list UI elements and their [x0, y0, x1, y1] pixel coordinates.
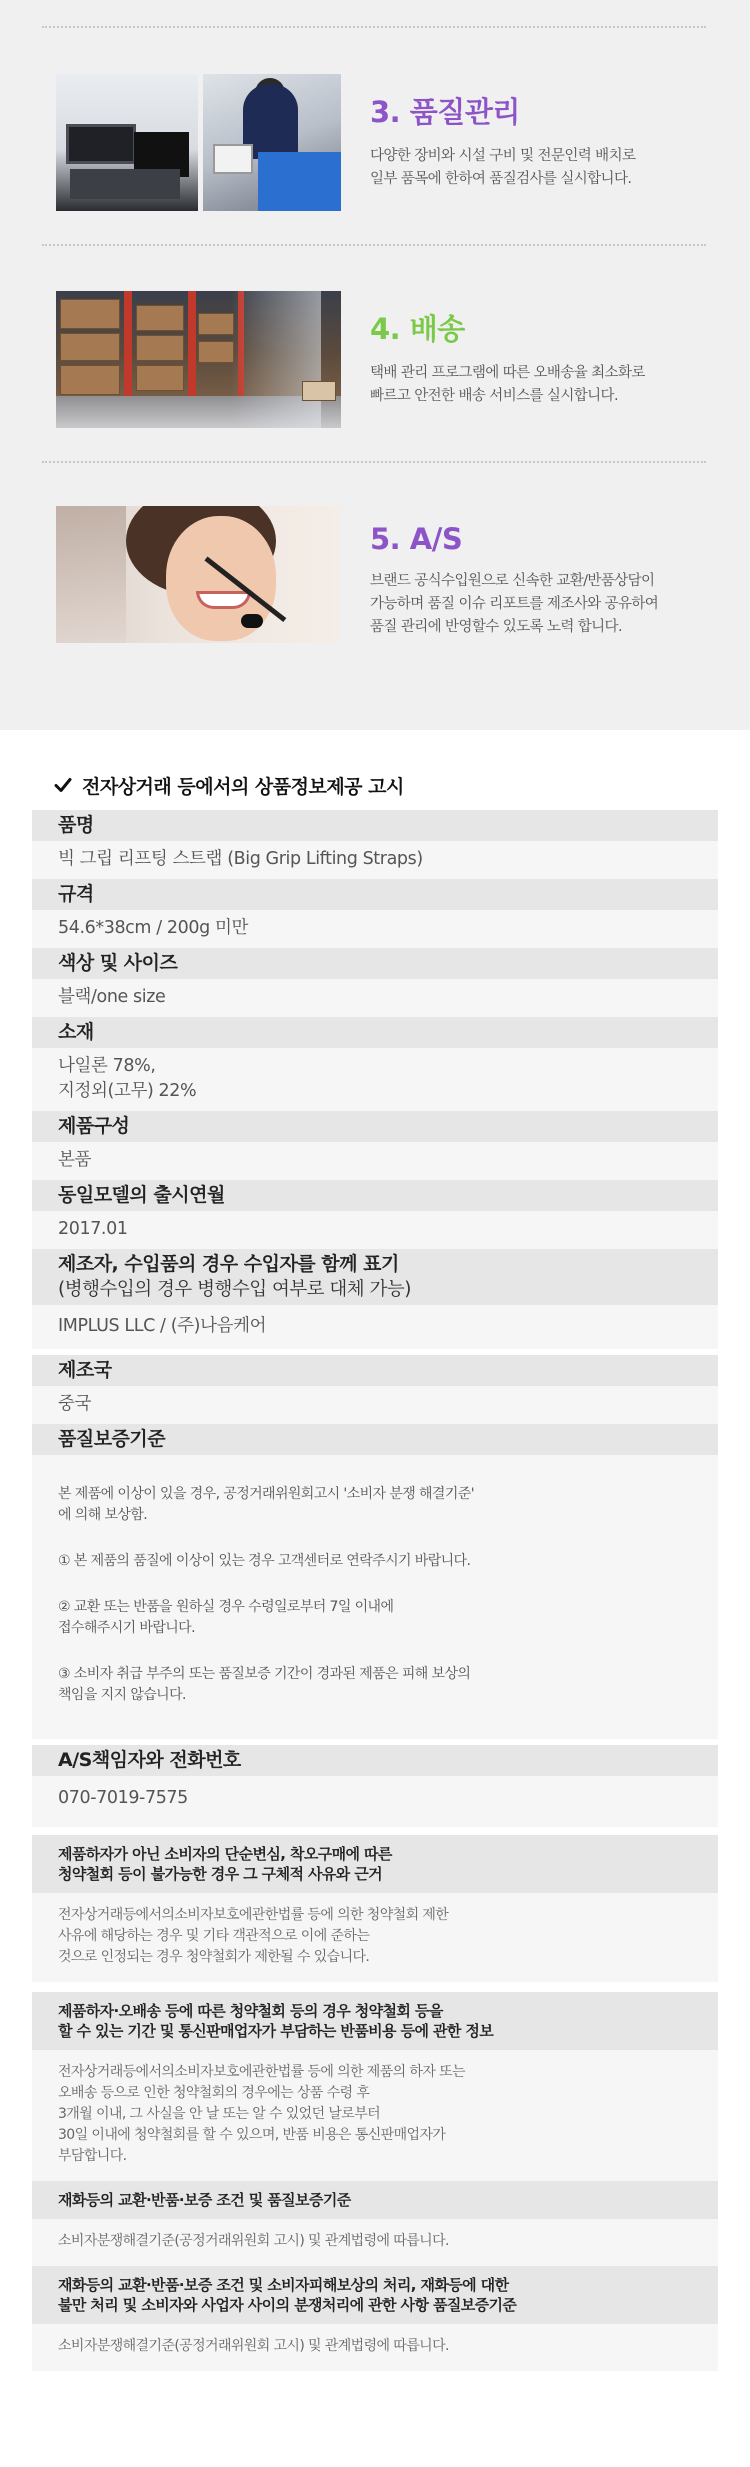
row-label-product-name: 품명	[32, 810, 718, 841]
notice-title	[32, 760, 718, 810]
row-label-material: 소재	[32, 1017, 718, 1048]
manufacturer-label: 제조자, 수입품의 경우 수입자를 함께 표기	[58, 1253, 399, 1275]
policy-heading: 재화등의 교환·반품·보증 조건 및 소비자피해보상의 처리, 재화등에 대한 불만 처리 및 소비자와 사업자 사이의 분쟁처리에 관한 사항 품질보증기준	[32, 2266, 718, 2324]
policy-heading: 제품하자·오배송 등에 따른 청약철회 등의 경우 청약철회 등을 할 수 있는 기간 및 통신판매업자가 부담하는 반품비용 등에 관한 정보	[32, 1992, 718, 2050]
check-icon	[54, 776, 72, 794]
quality-line: ③ 소비자 취급 부주의 또는 품질보증 기간이 경과된 제품은 피해 보상의 책임을 지지 않습니다.	[58, 1666, 471, 1703]
row-label-quality: 품질보증기준	[32, 1424, 718, 1455]
row-label-spec: 규격	[32, 879, 718, 910]
call-center-photo	[56, 506, 341, 643]
policy-body: 소비자분쟁해결기준(공정거래위원회 고시) 및 관계법령에 따릅니다.	[32, 2219, 718, 2266]
policy-body: 전자상거래등에서의소비자보호에관한법률 등에 의한 제품의 하자 또는 오배송 등으로 인한 청약철회의 경우에는 상품 수령 후 3개월 이내, 그 사실을 안 날 또는 알 수 있었던 날로부터 30일 이내에 청약철회를 할 수 있으며, 반품 비용은 통신판매업자가 부담합니다.	[32, 2050, 718, 2181]
row-value-as: 070-7019-7575	[32, 1776, 718, 1827]
step-description: 브랜드 공식수입원으로 신속한 교환/반품상담이 가능하며 품질 이슈 리포트를 제조사와 공유하여 품질 관리에 반영할수 있도록 노력 합니다.	[370, 573, 659, 635]
step-title: 3. 품질관리	[370, 95, 520, 129]
row-label-manufacturer	[32, 1249, 718, 1305]
quality-line: 본 제품에 이상이 있을 경우, 공정거래위원회고시 '소비자 분쟁 해결기준' 에 의해 보상함.	[58, 1486, 474, 1523]
row-label-color-size: 색상 및 사이즈	[32, 948, 718, 979]
policy-heading: 재화등의 교환·반품·보증 조건 및 품질보증기준	[32, 2181, 718, 2219]
quality-line: ① 본 제품의 품질에 이상이 있는 경우 고객센터로 연락주시기 바랍니다.	[58, 1553, 471, 1569]
row-value-country: 중국	[32, 1386, 718, 1424]
manufacturer-sublabel: (병행수입의 경우 병행수입 여부로 대체 가능)	[58, 1279, 412, 1300]
warehouse-photo	[56, 291, 341, 428]
notice-title-text: 전자상거래 등에서의 상품정보제공 고시	[82, 775, 404, 798]
row-label-release-date: 동일모델의 출시연월	[32, 1180, 718, 1211]
row-value-material: 나일론 78%, 지정외(고무) 22%	[32, 1048, 718, 1111]
row-value-release-date: 2017.01	[32, 1211, 718, 1249]
step-title: 4. 배송	[370, 312, 465, 346]
policy-body: 전자상거래등에서의소비자보호에관한법률 등에 의한 청약철회 제한 사유에 해당하는 경우 및 기타 객관적으로 이에 준하는 것으로 인정되는 경우 청약철회가 제한될 수 있습니다.	[32, 1893, 718, 1982]
step-description: 다양한 장비와 시설 구비 및 전문인력 배치로 일부 품목에 한하여 품질검사를 실시합니다.	[370, 148, 636, 187]
row-value-components: 본품	[32, 1142, 718, 1180]
row-value-quality	[32, 1455, 718, 1739]
row-label-country: 제조국	[32, 1355, 718, 1386]
policy-body: 소비자분쟁해결기준(공정거래위원회 고시) 및 관계법령에 따릅니다.	[32, 2324, 718, 2371]
row-label-components: 제품구성	[32, 1111, 718, 1142]
divider	[42, 26, 706, 28]
step-quality-control	[56, 74, 706, 214]
divider	[42, 461, 706, 463]
step-description: 택배 관리 프로그램에 따른 오배송율 최소화로 빠르고 안전한 배송 서비스를 실시합니다.	[370, 365, 645, 404]
quality-line: ② 교환 또는 반품을 원하실 경우 수령일로부터 7일 이내에 접수해주시기 바랍니다.	[58, 1599, 394, 1636]
row-value-product-name: 빅 그립 리프팅 스트랩 (Big Grip Lifting Straps)	[32, 841, 718, 879]
row-value-spec: 54.6*38cm / 200g 미만	[32, 910, 718, 948]
product-info-notice	[32, 760, 718, 2371]
row-value-manufacturer: IMPLUS LLC / (주)나음케어	[32, 1305, 718, 1349]
row-value-color-size: 블랙/one size	[32, 979, 718, 1017]
process-section	[0, 0, 750, 730]
step-after-service	[56, 506, 706, 646]
step-title: 5. A/S	[370, 522, 463, 556]
quality-control-photo	[56, 74, 341, 211]
row-label-as: A/S책임자와 전화번호	[32, 1745, 718, 1776]
divider	[42, 244, 706, 246]
policy-heading: 제품하자가 아닌 소비자의 단순변심, 착오구매에 따른 청약철회 등이 불가능한 경우 그 구체적 사유와 근거	[32, 1835, 718, 1893]
step-delivery	[56, 291, 706, 431]
